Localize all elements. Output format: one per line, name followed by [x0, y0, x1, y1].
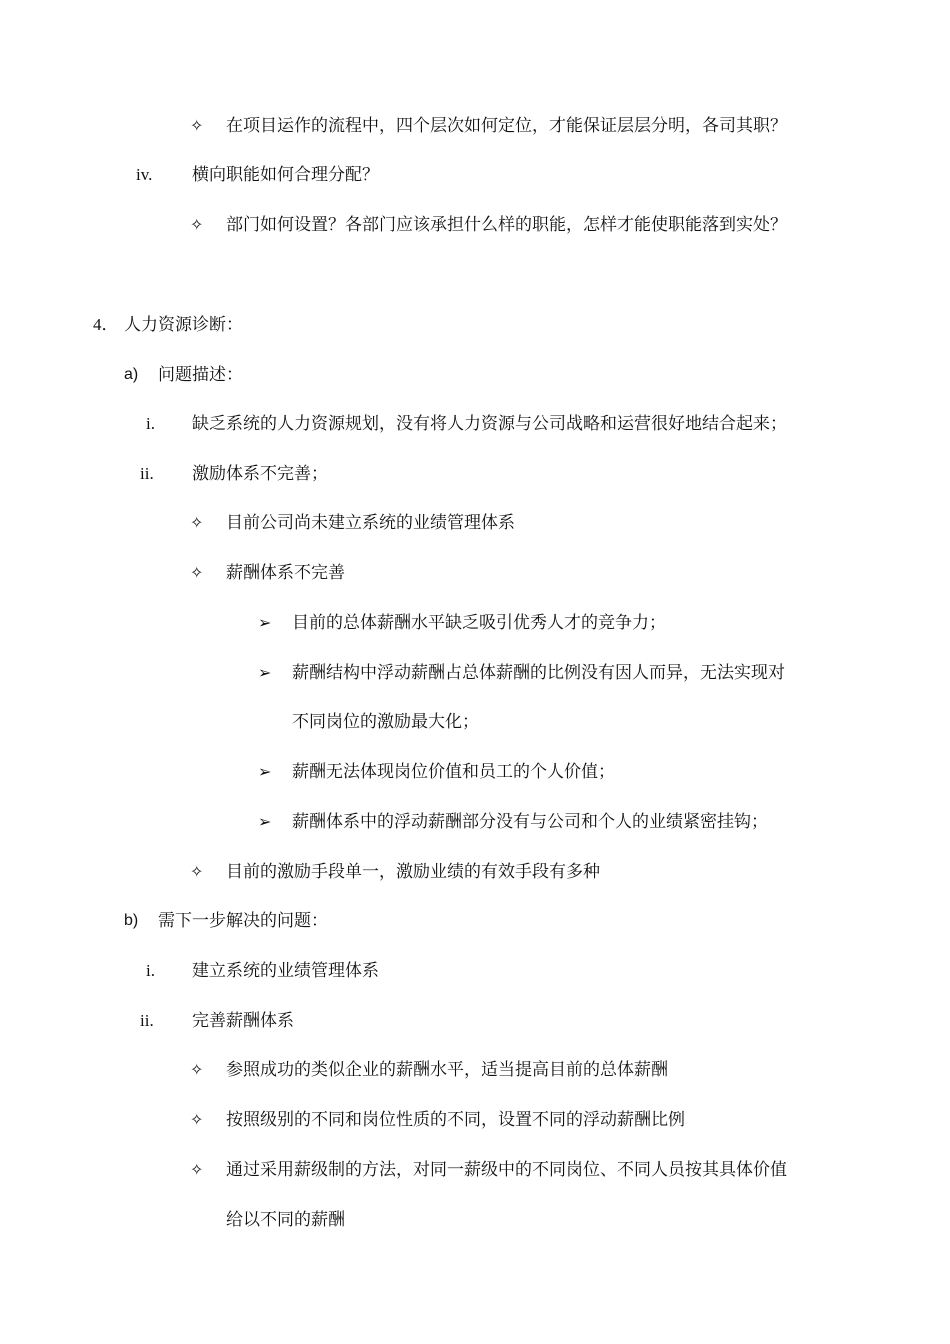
list-item: 按照级别的不同和岗位性质的不同，设置不同的浮动薪酬比例	[226, 1110, 685, 1130]
list-item: 部门如何设置？各部门应该承担什么样的职能，怎样才能使职能落到实处？	[226, 215, 787, 235]
diamond-bullet-icon: ✧	[190, 513, 204, 532]
list-item: 目前的总体薪酬水平缺乏吸引优秀人才的竞争力；	[292, 613, 666, 633]
arrow-bullet-icon: ➢	[258, 613, 272, 632]
list-item: 参照成功的类似企业的薪酬水平，适当提高目前的总体薪酬	[226, 1060, 668, 1080]
arrow-bullet-icon: ➢	[258, 812, 272, 831]
list-item: 薪酬体系不完善	[226, 563, 345, 583]
roman-numeral-marker: i.	[146, 414, 155, 433]
diamond-bullet-icon: ✧	[190, 1160, 204, 1179]
list-item: 目前公司尚未建立系统的业绩管理体系	[226, 513, 515, 533]
list-item: 目前的激励手段单一，激励业绩的有效手段有多种	[226, 862, 600, 882]
arrow-bullet-icon: ➢	[258, 762, 272, 781]
subsection-heading: 需下一步解决的问题：	[158, 911, 328, 931]
roman-numeral-marker: ii.	[140, 464, 154, 483]
list-item: 薪酬无法体现岗位价值和员工的个人价值；	[292, 762, 615, 782]
list-item: 在项目运作的流程中，四个层次如何定位，才能保证层层分明，各司其职？	[226, 116, 787, 136]
roman-numeral-marker: i.	[146, 961, 155, 980]
section-heading: 人力资源诊断：	[124, 315, 243, 335]
alpha-marker: b)	[124, 912, 139, 929]
subsection-heading: 问题描述：	[158, 365, 243, 385]
list-item: 通过采用薪级制的方法，对同一薪级中的不同岗位、不同人员按其具体价值	[226, 1160, 787, 1180]
diamond-bullet-icon: ✧	[190, 563, 204, 582]
roman-numeral-marker: ii.	[140, 1011, 154, 1030]
list-item: 激励体系不完善；	[192, 464, 328, 484]
diamond-bullet-icon: ✧	[190, 215, 204, 234]
roman-numeral-marker: iv.	[136, 165, 153, 184]
list-item: 完善薪酬体系	[192, 1011, 294, 1031]
diamond-bullet-icon: ✧	[190, 1060, 204, 1079]
alpha-marker: a)	[124, 366, 139, 383]
list-item-continuation: 给以不同的薪酬	[226, 1210, 345, 1230]
diamond-bullet-icon: ✧	[190, 116, 204, 135]
diamond-bullet-icon: ✧	[190, 862, 204, 881]
diamond-bullet-icon: ✧	[190, 1110, 204, 1129]
list-item: 横向职能如何合理分配？	[192, 165, 379, 185]
list-item: 缺乏系统的人力资源规划，没有将人力资源与公司战略和运营很好地结合起来；	[192, 414, 787, 434]
list-item: 薪酬体系中的浮动薪酬部分没有与公司和个人的业绩紧密挂钩；	[292, 812, 768, 832]
arrow-bullet-icon: ➢	[258, 663, 272, 682]
list-item-continuation: 不同岗位的激励最大化；	[292, 712, 479, 732]
list-item: 薪酬结构中浮动薪酬占总体薪酬的比例没有因人而异，无法实现对	[292, 663, 785, 683]
list-item: 建立系统的业绩管理体系	[192, 961, 379, 981]
section-number: 4．	[93, 315, 119, 334]
